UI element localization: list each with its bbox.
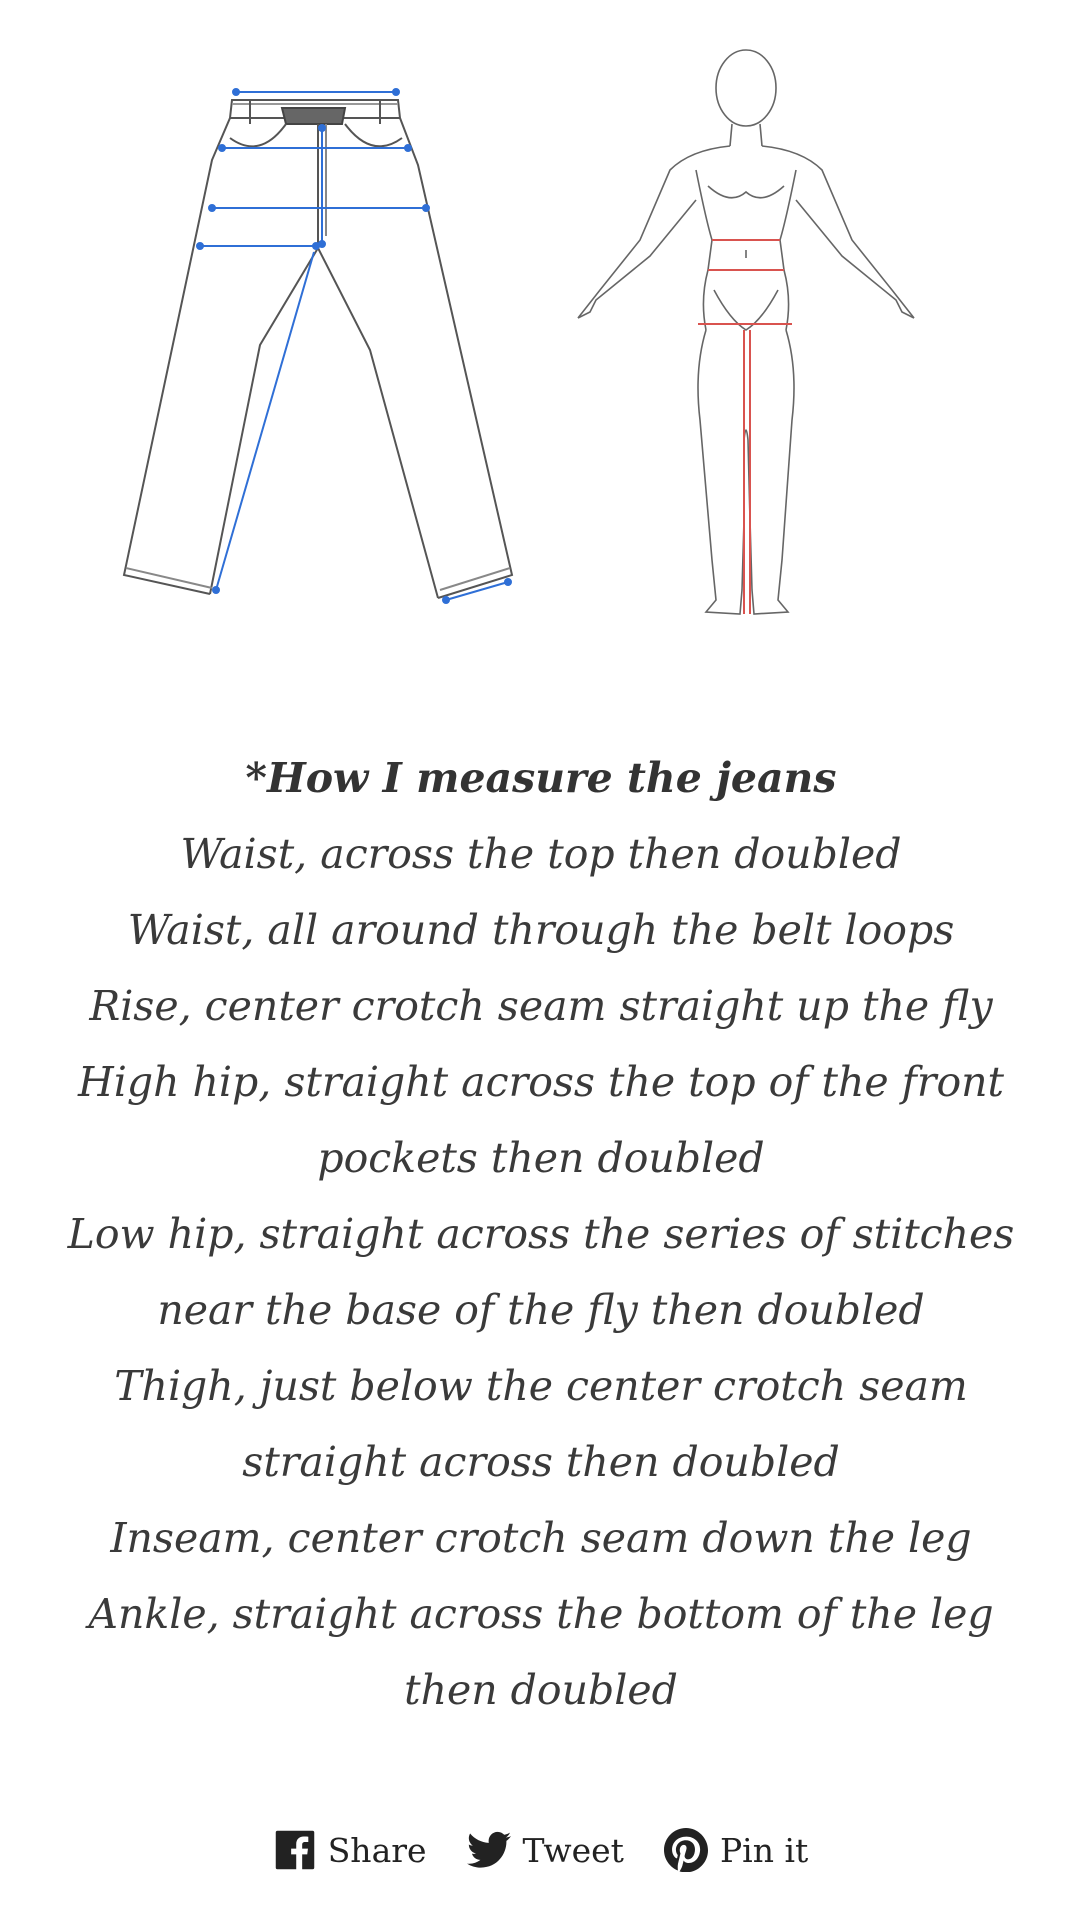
twitter-share-button[interactable]: [467, 1831, 624, 1870]
instruction-line: Low hip, straight across the series of stitches: [67, 1210, 1015, 1258]
pinterest-share-label: Pin it: [719, 1830, 809, 1870]
pinterest-icon: [664, 1828, 708, 1872]
instruction-line: Waist, all around through the belt loops: [127, 906, 955, 954]
instruction-line: straight across then doubled: [242, 1438, 840, 1486]
measurement-diagram: [0, 0, 1082, 640]
instruction-line: High hip, straight across the top of the front: [77, 1058, 1005, 1106]
jeans-diagram: [0, 0, 540, 640]
instruction-line: Inseam, center crotch seam down the leg: [110, 1514, 972, 1562]
instruction-line: near the base of the fly then doubled: [157, 1286, 925, 1334]
instruction-line: Rise, center crotch seam straight up the fly: [89, 982, 993, 1030]
social-share-bar: [0, 1820, 1082, 1880]
instruction-line: Waist, across the top then doubled: [180, 830, 902, 878]
twitter-icon: [467, 1831, 511, 1869]
facebook-share-button[interactable]: [274, 1829, 427, 1871]
instruction-line: Ankle, straight across the bottom of the leg: [88, 1590, 994, 1638]
pinterest-share-button[interactable]: [664, 1828, 808, 1872]
facebook-icon: [274, 1829, 316, 1871]
facebook-share-label: Share: [327, 1830, 427, 1870]
instruction-line: pockets then doubled: [317, 1134, 765, 1182]
twitter-share-label: Tweet: [522, 1830, 624, 1870]
measurement-instructions: [40, 740, 1042, 1728]
instruction-line: then doubled: [404, 1666, 678, 1714]
instruction-line: Thigh, just below the center crotch seam: [114, 1362, 968, 1410]
instructions-heading: *How I measure the jeans: [245, 754, 837, 802]
